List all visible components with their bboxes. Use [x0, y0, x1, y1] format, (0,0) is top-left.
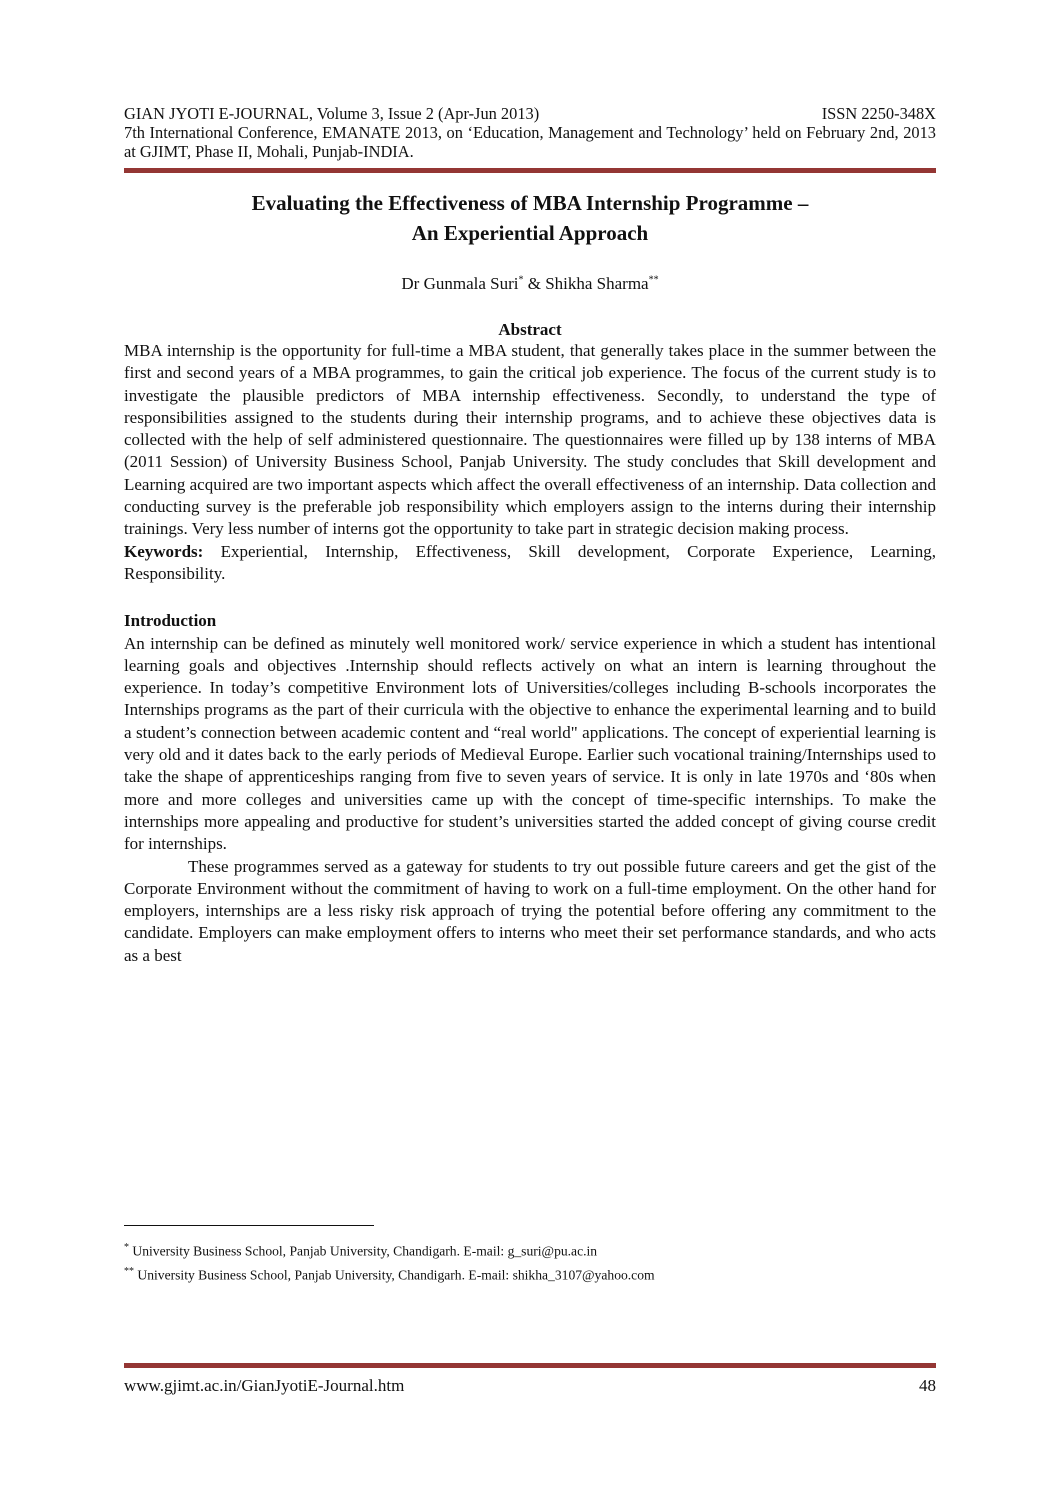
page-footer — [124, 1376, 936, 1396]
title-line-1: Evaluating the Effectiveness of MBA Internship Programme – — [251, 191, 809, 215]
introduction-paragraph-2: These programmes served as a gateway for students to try out possible future careers and get the gist of the Corporate Environment without the commitment of having to work on a full-time employment. On the other hand for employers, internships are a less risky risk approach of trying the potential before offering any commitment to the candidate. Employers can make employment offers to interns who meet their set performance standards, and who acts as a best — [124, 856, 936, 965]
footnote-rule — [124, 1225, 374, 1226]
author-2-mark: ** — [648, 274, 659, 286]
abstract-text: MBA internship is the opportunity for full-time a MBA student, that generally takes place in the summer between the first and second years of a MBA programmes, to gain the critical job experience. The focus of the current study is to investigate the plausible predictors of MBA internship effectiveness. Secondly, to understand the type of responsibilities assigned to the students during their internship programs, and to achieve these objectives data is collected with the help of self administered questionnaire. The questionnaires were filled up by 138 interns of MBA (2011 Session) of University Business School, Panjab University. The study concludes that Skill development and Learning acquired are two important aspects which affect the overall effectiveness of an internship. Data collection and conducting survey is the preferable job responsibility which employers assign to the interns during their internship trainings. Very less number of interns got the opportunity to take part in strategic decision making process. — [124, 341, 936, 539]
author-2: Shikha Sharma — [545, 274, 649, 293]
introduction-heading: Introduction — [124, 611, 217, 631]
author-1-mark: * — [518, 274, 524, 286]
keywords — [124, 541, 936, 586]
authors — [124, 274, 936, 294]
keywords-list: Experiential, Internship, Effectiveness, Skill development, Corporate Experience, Learning, Responsibility. — [124, 541, 936, 583]
abstract-heading: Abstract — [498, 320, 562, 339]
footnote-2-mark: ** — [124, 1266, 134, 1277]
footnote-1-text: University Business School, Panjab University, Chandigarh. E-mail: g_suri@pu.ac.in — [129, 1243, 598, 1259]
conference-info: 7th International Conference, EMANATE 2013, on ‘Education, Management and Technology’ held on February 2nd, 2013 at GJIMT, Phase II, Mohali, Punjab-INDIA. — [124, 123, 936, 161]
page-number: 48 — [919, 1376, 936, 1395]
paper-title — [124, 188, 936, 248]
footnote-2-text: University Business School, Panjab University, Chandigarh. E-mail: shikha_3107@yahoo.com — [134, 1267, 655, 1283]
introduction-paragraph-1: An internship can be defined as minutely well monitored work/ service experience in which a student has intentional learning goals and objectives .Internship should reflects actively on what an intern is learning throughout the experience. In today’s competitive Environment lots of Universities/colleges including B-schools incorporates the Internships programs as the part of their curricula with the objective to enhance the experimental learning and to build a student’s connection between academic content and “real world" applications. The concept of experiential learning is very old and it dates back to the early periods of Medieval Europe. Earlier such vocational training/Internships used to take the shape of apprenticeships ranging from five to seven years of service. It is only in late 1970s and ‘80s when more and more colleges and universities came up with the concept of time-specific internships. To make the internships more appealing and productive for student’s universities started the added concept of giving course credit for internships. — [124, 633, 936, 854]
footnote-1-mark: * — [124, 1242, 129, 1253]
footnote-1 — [124, 1242, 597, 1260]
footer-rule — [124, 1363, 936, 1368]
header-rule — [124, 168, 936, 173]
footer-url[interactable]: www.gjimt.ac.in/GianJyotiE-Journal.htm — [124, 1376, 405, 1395]
footnote-2 — [124, 1266, 655, 1284]
keywords-label: Keywords: — [124, 541, 204, 561]
author-1: Dr Gunmala Suri — [401, 274, 519, 293]
page-content — [124, 104, 936, 967]
author-separator: & — [523, 274, 546, 293]
title-line-2: An Experiential Approach — [411, 221, 649, 245]
issn: ISSN 2250-348X — [821, 104, 936, 123]
running-header — [124, 104, 936, 161]
journal-name: GIAN JYOTI E-JOURNAL, Volume 3, Issue 2 (Apr-Jun 2013) — [124, 104, 540, 123]
